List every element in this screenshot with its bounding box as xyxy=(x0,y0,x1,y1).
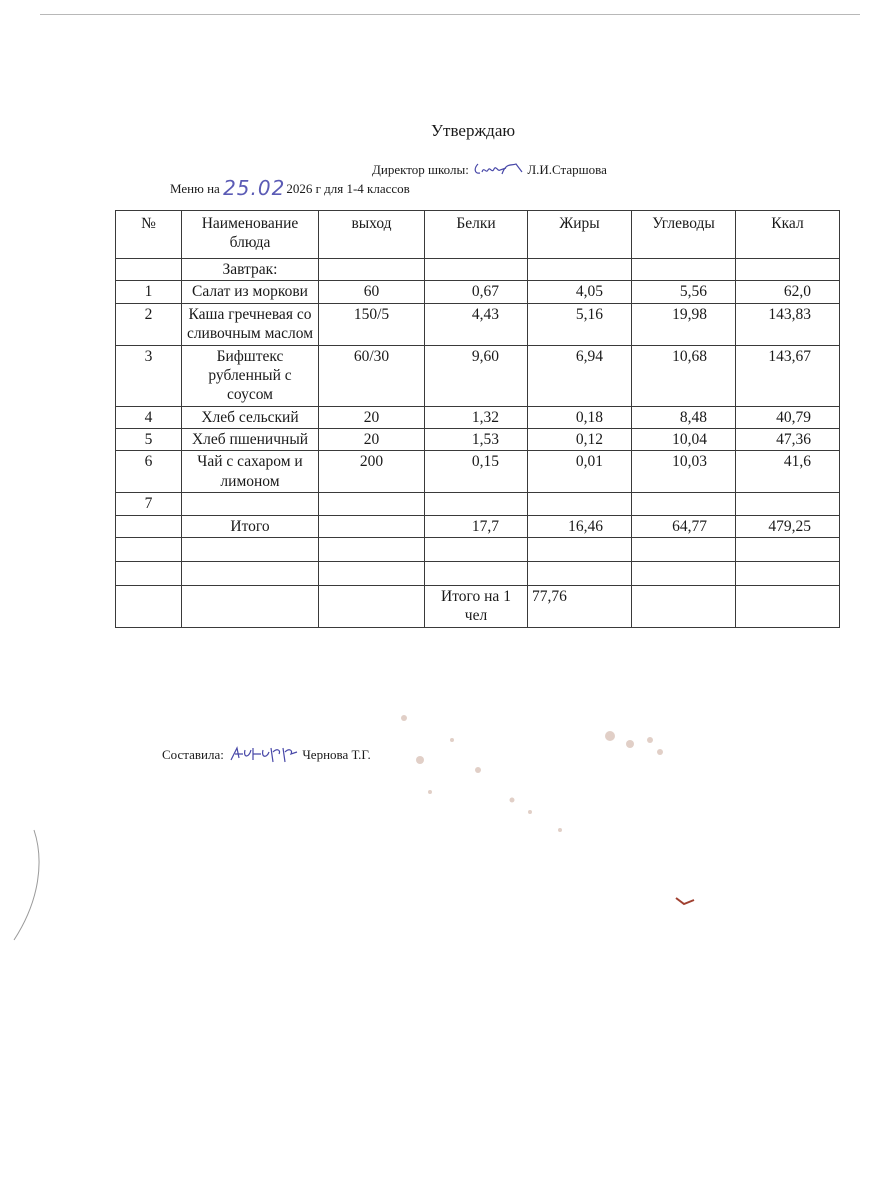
dish-fat: 6,94 xyxy=(528,345,632,406)
empty-row xyxy=(116,561,840,585)
table-row xyxy=(116,345,840,406)
per-person-value: 77,76 xyxy=(528,585,632,627)
dish-carbs: 10,04 xyxy=(632,429,736,451)
dish-name: Каша гречневая со сливочным маслом xyxy=(182,303,319,345)
dish-carbs: 10,03 xyxy=(632,451,736,493)
section-label: Завтрак: xyxy=(182,259,319,281)
dish-output: 20 xyxy=(319,406,425,428)
row-number: 1 xyxy=(116,281,182,303)
dish-protein xyxy=(425,493,528,515)
col-header-dish: Наименование блюда xyxy=(182,211,319,259)
dish-kcal: 41,6 xyxy=(736,451,840,493)
dish-kcal: 143,83 xyxy=(736,303,840,345)
dish-protein: 0,15 xyxy=(425,451,528,493)
menu-date-line xyxy=(170,176,410,200)
dish-fat: 0,01 xyxy=(528,451,632,493)
compiled-by-line xyxy=(162,744,371,764)
compiled-label: Составила: xyxy=(162,747,224,762)
compiled-name: Чернова Т.Г. xyxy=(302,747,371,762)
dish-kcal: 47,36 xyxy=(736,429,840,451)
col-header-fat: Жиры xyxy=(528,211,632,259)
menu-table xyxy=(115,210,840,628)
dish-kcal: 62,0 xyxy=(736,281,840,303)
dish-protein: 9,60 xyxy=(425,345,528,406)
total-kcal: 479,25 xyxy=(736,515,840,537)
dish-kcal: 40,79 xyxy=(736,406,840,428)
col-header-output: выход xyxy=(319,211,425,259)
dish-output: 20 xyxy=(319,429,425,451)
col-header-kcal: Ккал xyxy=(736,211,840,259)
dish-fat: 0,12 xyxy=(528,429,632,451)
director-signature xyxy=(472,160,524,178)
dish-protein: 4,43 xyxy=(425,303,528,345)
row-number: 2 xyxy=(116,303,182,345)
compiler-signature xyxy=(227,744,299,764)
row-number: 3 xyxy=(116,345,182,406)
dish-carbs: 8,48 xyxy=(632,406,736,428)
table-row xyxy=(116,303,840,345)
table-row xyxy=(116,406,840,428)
table-row xyxy=(116,451,840,493)
dish-output: 150/5 xyxy=(319,303,425,345)
row-number: 6 xyxy=(116,451,182,493)
dish-kcal: 143,67 xyxy=(736,345,840,406)
table-row xyxy=(116,281,840,303)
total-protein: 17,7 xyxy=(425,515,528,537)
dish-name: Салат из моркови xyxy=(182,281,319,303)
col-header-carbs: Углеводы xyxy=(632,211,736,259)
dish-name xyxy=(182,493,319,515)
dish-output: 60 xyxy=(319,281,425,303)
dish-protein: 1,53 xyxy=(425,429,528,451)
row-number: 5 xyxy=(116,429,182,451)
dish-output xyxy=(319,493,425,515)
per-person-label: Итого на 1 чел xyxy=(425,585,528,627)
dish-name: Бифштекс рубленный с соусом xyxy=(182,345,319,406)
dish-carbs: 10,68 xyxy=(632,345,736,406)
dish-name: Хлеб сельский xyxy=(182,406,319,428)
table-row xyxy=(116,493,840,515)
col-header-protein: Белки xyxy=(425,211,528,259)
total-label: Итого xyxy=(182,515,319,537)
total-carbs: 64,77 xyxy=(632,515,736,537)
menu-rows xyxy=(116,281,840,515)
dish-fat xyxy=(528,493,632,515)
dish-protein: 1,32 xyxy=(425,406,528,428)
dish-name: Хлеб пшеничный xyxy=(182,429,319,451)
per-person-row xyxy=(116,585,840,627)
dish-carbs xyxy=(632,493,736,515)
dish-carbs: 19,98 xyxy=(632,303,736,345)
dish-output: 200 xyxy=(319,451,425,493)
col-header-number: № xyxy=(116,211,182,259)
empty-row xyxy=(116,537,840,561)
dish-fat: 5,16 xyxy=(528,303,632,345)
row-number: 4 xyxy=(116,406,182,428)
menu-suffix: 2026 г для 1-4 классов xyxy=(286,181,410,196)
dish-carbs: 5,56 xyxy=(632,281,736,303)
total-row xyxy=(116,515,840,537)
dish-output: 60/30 xyxy=(319,345,425,406)
dish-fat: 4,05 xyxy=(528,281,632,303)
dish-name: Чай с сахаром и лимоном xyxy=(182,451,319,493)
menu-prefix: Меню на xyxy=(170,181,220,196)
scan-edge-line xyxy=(40,14,860,15)
director-label: Директор школы: xyxy=(372,162,469,177)
dish-kcal xyxy=(736,493,840,515)
dish-protein: 0,67 xyxy=(425,281,528,303)
table-header-row xyxy=(116,211,840,259)
dish-fat: 0,18 xyxy=(528,406,632,428)
section-row xyxy=(116,259,840,281)
handwritten-date: 25.02 xyxy=(223,176,286,200)
total-fat: 16,46 xyxy=(528,515,632,537)
table-row xyxy=(116,429,840,451)
approve-heading: Утверждаю xyxy=(431,121,516,140)
row-number: 7 xyxy=(116,493,182,515)
director-name: Л.И.Старшова xyxy=(527,162,607,177)
